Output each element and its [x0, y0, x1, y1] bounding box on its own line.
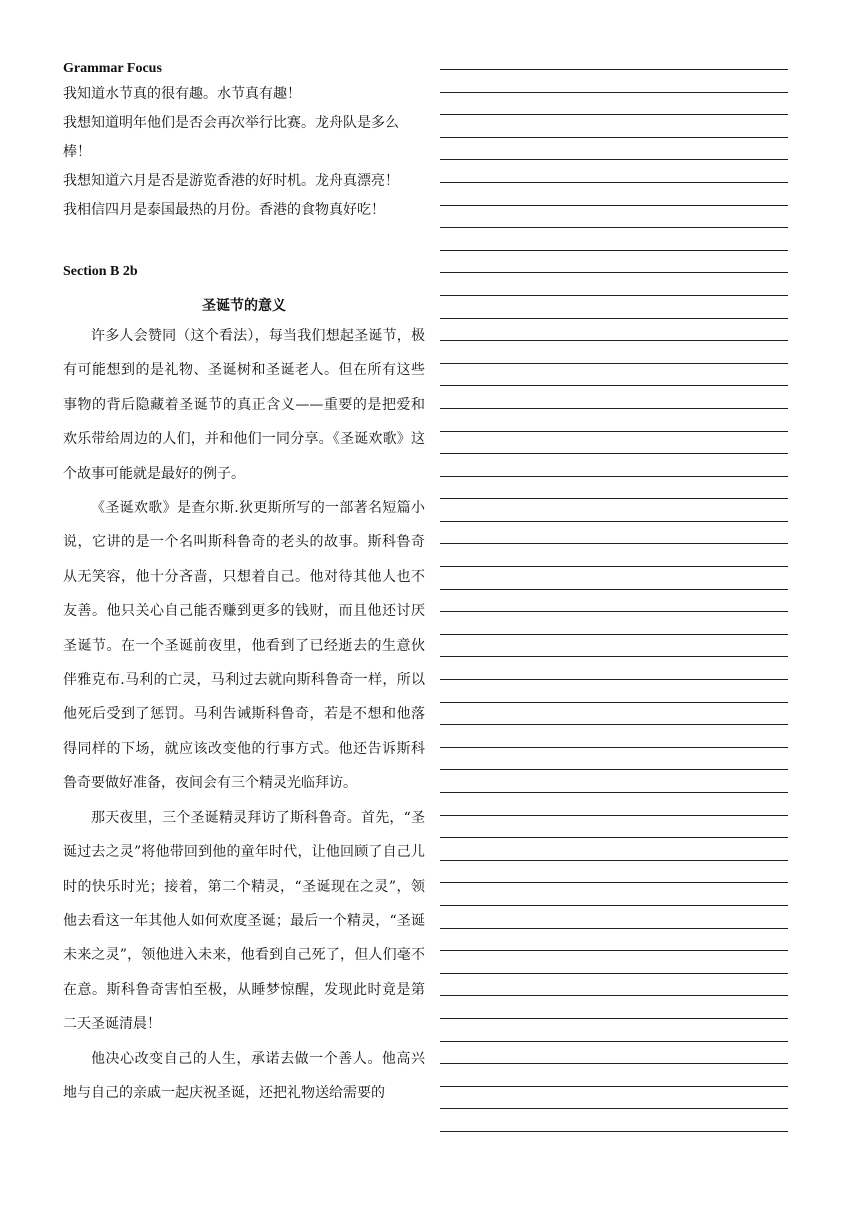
text-column — [63, 58, 425, 1110]
writing-line — [440, 816, 788, 839]
writing-lines — [440, 69, 788, 1132]
writing-line — [440, 319, 788, 342]
writing-line — [440, 793, 788, 816]
grammar-line: 我想知道六月是否是游览香港的好时机。龙舟真漂亮！ — [63, 173, 399, 189]
story-paragraph: 《圣诞欢歌》是查尔斯.狄更斯所写的一部著名短篇小说，它讲的是一个名叫斯科鲁奇的老头的故事。斯科鲁奇从无笑容，他十分吝啬，只想着自己。他对待其他人也不友善。他只关心自己能否赚到更多的钱财，而且他还讨厌圣诞节。在一个圣诞前夜里，他看到了已经逝去的生意伙伴雅克布.马利的亡灵，马利过去就向斯科鲁奇一样，所以他死后受到了惩罚。马利告诫斯科鲁奇，若是不想和他落得同样的下场，就应该改变他的行事方式。他还告诉斯科鲁奇要做好准备，夜间会有三个精灵光临拜访。 — [63, 500, 425, 792]
section-b-heading: Section B 2b — [63, 264, 138, 279]
writing-line — [440, 883, 788, 906]
writing-line — [440, 477, 788, 500]
writing-line — [440, 409, 788, 432]
writing-line — [440, 567, 788, 590]
writing-line — [440, 725, 788, 748]
writing-line — [440, 929, 788, 952]
writing-line — [440, 1064, 788, 1087]
writing-line — [440, 115, 788, 138]
writing-line — [440, 657, 788, 680]
grammar-line: 棒！ — [63, 144, 91, 160]
writing-line — [440, 612, 788, 635]
writing-line — [440, 680, 788, 703]
writing-line — [440, 635, 788, 658]
grammar-line: 我想知道明年他们是否会再次举行比赛。龙舟队是多么 — [63, 115, 399, 131]
writing-line — [440, 251, 788, 274]
writing-line — [440, 138, 788, 161]
writing-line — [440, 906, 788, 929]
writing-line — [440, 499, 788, 522]
writing-line — [440, 544, 788, 567]
writing-line — [440, 93, 788, 116]
writing-line — [440, 861, 788, 884]
writing-line — [440, 951, 788, 974]
writing-line — [440, 1019, 788, 1042]
story-paragraph: 那天夜里，三个圣诞精灵拜访了斯科鲁奇。首先，“圣诞过去之灵”将他带回到他的童年时代，让他回顾了自己儿时的快乐时光；接着，第二个精灵，“圣诞现在之灵”，领他去看这一年其他人如何欢度圣诞；最后一个精灵，“圣诞未来之灵”，领他进入未来，他看到自己死了，但人们毫不在意。斯科鲁奇害怕至极，从睡梦惊醒，发现此时竟是第二天圣诞清晨！ — [63, 809, 425, 1033]
writing-line — [440, 341, 788, 364]
writing-line — [440, 748, 788, 771]
story-title: 圣诞节的意义 — [202, 298, 286, 314]
grammar-focus-heading: Grammar Focus — [63, 61, 162, 76]
writing-line — [440, 770, 788, 793]
writing-line — [440, 228, 788, 251]
writing-line — [440, 1109, 788, 1132]
writing-line — [440, 432, 788, 455]
writing-line — [440, 522, 788, 545]
writing-line — [440, 364, 788, 387]
writing-line — [440, 996, 788, 1019]
writing-line — [440, 296, 788, 319]
writing-line — [440, 974, 788, 997]
writing-line — [440, 183, 788, 206]
writing-line — [440, 703, 788, 726]
writing-line — [440, 590, 788, 613]
writing-line — [440, 160, 788, 183]
writing-line — [440, 838, 788, 861]
story-paragraph: 许多人会赞同（这个看法），每当我们想起圣诞节，极有可能想到的是礼物、圣诞树和圣诞老人。但在所有这些事物的背后隐藏着圣诞节的真正含义——重要的是把爱和欢乐带给周边的人们，并和他们一同分享。《圣诞欢歌》这个故事可能就是最好的例子。 — [63, 328, 425, 482]
writing-line — [440, 273, 788, 296]
writing-line — [440, 454, 788, 477]
writing-line — [440, 1087, 788, 1110]
writing-line — [440, 386, 788, 409]
grammar-line: 我知道水节真的很有趣。水节真有趣！ — [63, 86, 301, 102]
writing-line — [440, 206, 788, 229]
writing-line — [440, 70, 788, 93]
grammar-line: 我相信四月是泰国最热的月份。香港的食物真好吃！ — [63, 202, 385, 218]
story-paragraph: 他决心改变自己的人生，承诺去做一个善人。他高兴地与自己的亲戚一起庆祝圣诞，还把礼物送给需要的 — [63, 1050, 425, 1101]
writing-line — [440, 1042, 788, 1065]
